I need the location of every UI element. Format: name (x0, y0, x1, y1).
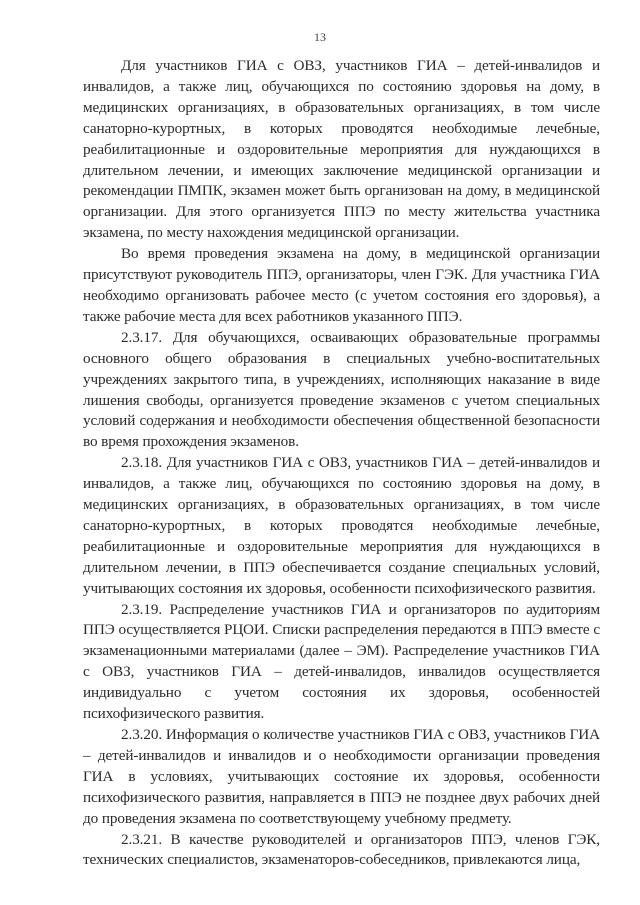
paragraph-2-3-21: 2.3.21. В качестве руководителей и организаторов ППЭ, членов ГЭК, технических специалистов, экзаменаторов-собеседников, привлекаются лица, (83, 830, 600, 869)
document-body (83, 56, 600, 871)
paragraph-home-exam: Для участников ГИА с ОВЗ, участников ГИА – детей-инвалидов и инвалидов, а также лиц, обучающихся по состоянию здоровья на дому, в медицинских организациях, в образовательных организациях, в том числе санаторно-курортных, в которых проводятся необходимые лечебные, реабилитационные и оздоровительные мероприятия для нуждающихся в длительном лечении, и имеющих заключение медицинской организации и рекомендации ПМПК, экзамен может быть организован на дому, в медицинской организации. Для этого организуется ППЭ по месту жительства участника экзамена, по месту нахождения медицинской организации. (83, 57, 600, 242)
paragraph-2-3-19: 2.3.19. Распределение участников ГИА и организаторов по аудиториям ППЭ осуществляется РЦОИ. Списки распределения передаются в ППЭ вместе с экзаменационными материалами (далее – ЭМ). Распределение участников ГИА с ОВЗ, участников ГИА – детей-инвалидов, инвалидов осуществляется индивидуально с учетом состояния их здоровья, особенностей психофизического развития. (83, 600, 600, 723)
paragraph-2-3-20: 2.3.20. Информация о количестве участников ГИА с ОВЗ, участников ГИА – детей-инвалидов и инвалидов и о необходимости организации проведения ГИА в условиях, учитывающих состояние их здоровья, особенности психофизического развития, направляется в ППЭ не позднее двух рабочих дней до проведения экзамена по соответствующему учебному предмету. (83, 726, 600, 827)
paragraph-2-3-17: 2.3.17. Для обучающихся, осваивающих образовательные программы основного общего образования в специальных учебно-воспитательных учреждениях закрытого типа, в учреждениях, исполняющих наказание в виде лишения свободы, организуется проведение экзаменов с учетом специальных условий содержания и необходимости обеспечения общественной безопасности во время прохождения экзаменов. (83, 328, 600, 451)
paragraph-2-3-18: 2.3.18. Для участников ГИА с ОВЗ, участников ГИА – детей-инвалидов и инвалидов, а также лиц, обучающихся по состоянию здоровья на дому, в медицинских организациях, в образовательных организациях, в том числе санаторно-курортных, в которых проводятся необходимые лечебные, реабилитационные и оздоровительные мероприятия для нуждающихся в длительном лечении, в ППЭ обеспечивается создание специальных условий, учитывающих состояния их здоровья, особенности психофизического развития. (83, 454, 600, 597)
paragraph-exam-attendees: Во время проведения экзамена на дому, в медицинской организации присутствуют руководитель ППЭ, организаторы, член ГЭК. Для участника ГИА необходимо организовать рабочее место (с учетом состояния его здоровья), а также рабочие места для всех работников указанного ППЭ. (83, 245, 600, 325)
page-number: 13 (314, 30, 326, 44)
